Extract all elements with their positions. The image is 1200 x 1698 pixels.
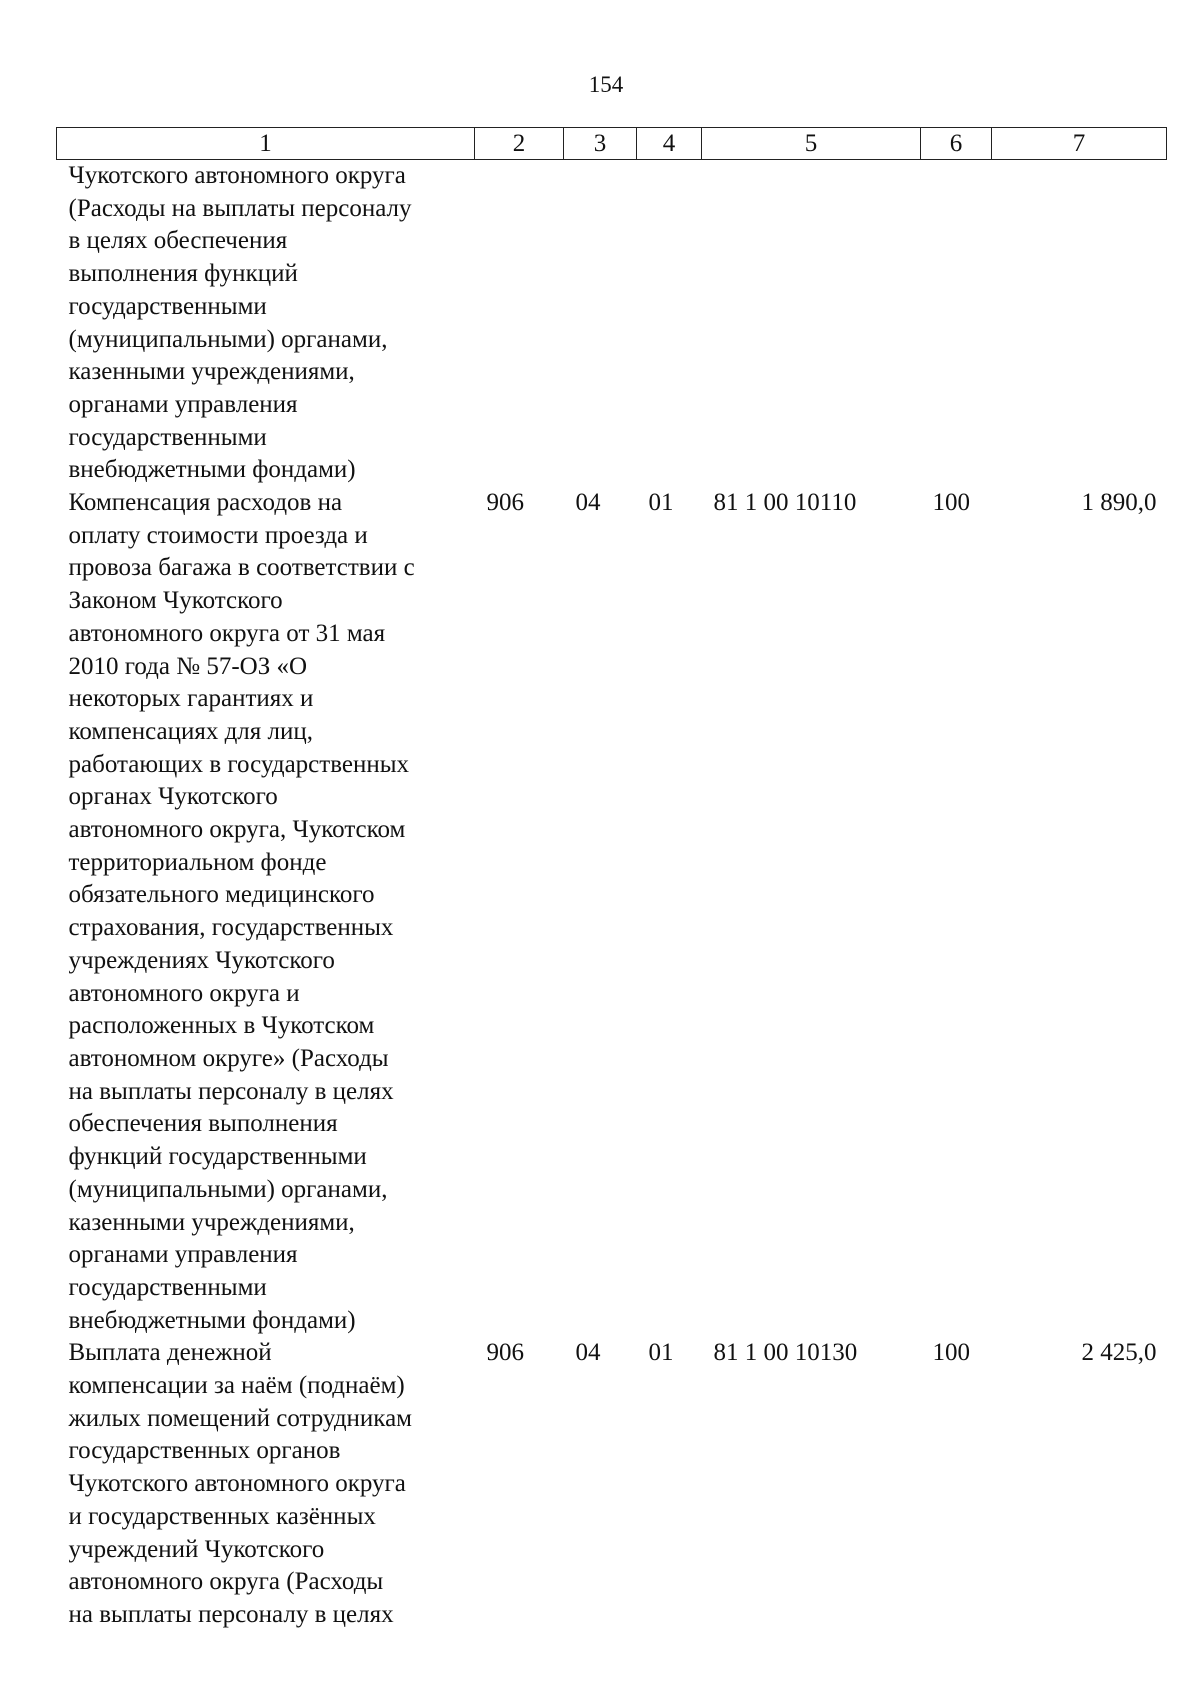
description-line: органами управления: [68, 1241, 298, 1269]
row-ministry-code: 906: [486, 489, 524, 517]
description-line: расположенных в Чукотском: [68, 1012, 375, 1040]
description-line: функций государственными: [68, 1143, 367, 1171]
row-section-code: 04: [575, 1339, 601, 1367]
description-line: автономного округа от 31 мая: [68, 619, 386, 647]
row-description: [57, 487, 475, 1337]
row-ministry-code: 906: [486, 1339, 524, 1367]
header-col-3: 3: [564, 128, 637, 160]
description-line: учреждениях Чукотского: [68, 946, 335, 974]
description-line: в целях обеспечения: [68, 227, 288, 255]
description-line: на выплаты персоналу в целях: [68, 1077, 394, 1105]
description-line: (муниципальными) органами,: [68, 325, 388, 353]
header-col-7: 7: [992, 128, 1167, 160]
row-target-article: 81 1 00 10110: [713, 489, 857, 517]
row-target-article: [702, 160, 921, 488]
header-col-2: 2: [475, 128, 564, 160]
description-line: государственными: [68, 423, 267, 451]
description-line: Компенсация расходов на: [68, 489, 343, 517]
row-expense-type: 100: [932, 489, 970, 517]
description-line: внебюджетными фондами): [68, 1306, 356, 1334]
description-line: казенными учреждениями,: [68, 358, 355, 386]
description-line: учреждений Чукотского: [68, 1535, 325, 1563]
page-number: 154: [588, 72, 624, 97]
description-line: государственными: [68, 1273, 267, 1301]
description-line: Чукотского автономного округа: [68, 1470, 406, 1498]
row-subsection-code: 01: [648, 1339, 674, 1367]
row-description: [57, 160, 475, 488]
description-line: государственными: [68, 292, 267, 320]
description-line: государственных органов: [68, 1437, 341, 1465]
row-ministry-code: [475, 160, 564, 488]
description-line: обеспечения выполнения: [68, 1110, 338, 1138]
description-line: на выплаты персоналу в целях: [68, 1600, 394, 1628]
description-line: компенсации за наём (поднаём): [68, 1372, 405, 1400]
description-line: страхования, государственных: [68, 914, 394, 942]
description-line: автономного округа (Расходы: [68, 1568, 384, 1596]
description-line: жилых помещений сотрудникам: [68, 1404, 412, 1432]
table-row: [57, 1337, 1167, 1631]
row-section-code: 04: [575, 489, 601, 517]
row-subsection-code: 01: [648, 489, 674, 517]
description-line: провоза багажа в соответствии с: [68, 554, 415, 582]
header-col-6: 6: [921, 128, 992, 160]
description-line: автономного округа и: [68, 979, 300, 1007]
description-line: Чукотского автономного округа: [68, 162, 406, 189]
description-line: работающих в государственных: [68, 750, 410, 778]
description-line: автономного округа, Чукотском: [68, 816, 406, 844]
description-line: (муниципальными) органами,: [68, 1175, 388, 1203]
table-row: [57, 160, 1167, 488]
header-row: [57, 128, 1167, 160]
row-description: [57, 1337, 475, 1631]
description-line: Выплата денежной: [68, 1339, 272, 1367]
row-amount: 1 890,0: [1081, 489, 1157, 517]
description-line: компенсациях для лиц,: [68, 717, 314, 745]
budget-table: [56, 127, 1167, 1632]
description-line: казенными учреждениями,: [68, 1208, 355, 1236]
row-expense-type: [921, 160, 992, 488]
table-body: [57, 160, 1167, 1632]
header-col-5: 5: [702, 128, 921, 160]
row-amount: [992, 160, 1167, 488]
row-amount: 2 425,0: [1081, 1339, 1157, 1367]
row-section-code: [564, 160, 637, 488]
row-target-article: 81 1 00 10130: [713, 1339, 858, 1367]
table-row: [57, 487, 1167, 1337]
description-line: выполнения функций: [68, 260, 298, 288]
description-line: территориальном фонде: [68, 848, 327, 876]
description-line: 2010 года № 57-ОЗ «О: [68, 652, 308, 680]
description-line: Законом Чукотского: [68, 587, 283, 615]
description-line: обязательного медицинского: [68, 881, 375, 909]
header-col-4: 4: [637, 128, 702, 160]
description-line: (Расходы на выплаты персоналу: [68, 194, 412, 222]
description-line: органах Чукотского: [68, 783, 278, 811]
row-subsection-code: [637, 160, 702, 488]
description-line: органами управления: [68, 390, 298, 418]
row-expense-type: 100: [932, 1339, 970, 1367]
description-line: оплату стоимости проезда и: [68, 521, 368, 549]
description-line: и государственных казённых: [68, 1502, 376, 1530]
header-col-1: 1: [57, 128, 475, 160]
description-line: некоторых гарантиях и: [68, 685, 314, 713]
table-header: [57, 128, 1167, 160]
description-line: внебюджетными фондами): [68, 456, 356, 484]
description-line: автономном округе» (Расходы: [68, 1044, 389, 1072]
